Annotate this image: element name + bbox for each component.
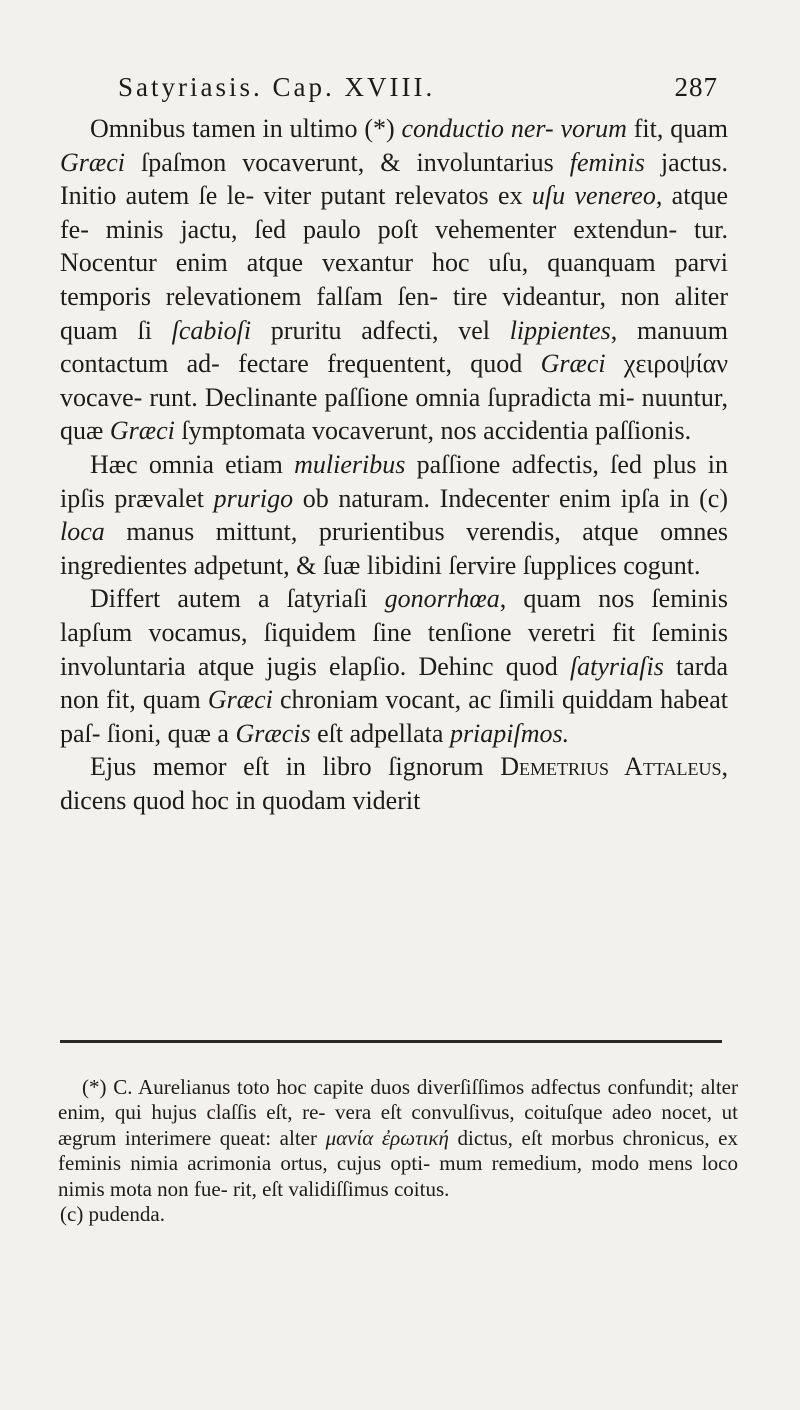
text-run: Græci (60, 147, 125, 177)
text-run: prurigo (213, 483, 294, 513)
text-run: chroniam vocant, ac ſimili quiddam habeat paſ- ſioni, quæ a (60, 685, 728, 748)
text-run: μανία ἐρωτική (325, 1125, 449, 1150)
text-run: feminis (569, 147, 645, 177)
text-run: gonorrhœa (384, 584, 500, 614)
running-title: Satyriasis. Cap. XVIII. (118, 72, 436, 102)
text-run: Ejus memor eſt in libro ſignorum (90, 752, 501, 782)
body-paragraph (60, 448, 728, 582)
text-run: tarda non fit, quam (60, 651, 728, 715)
text-run: ob naturam. Indecenter enim ipſa in (c) (293, 483, 728, 513)
text-run: dictus, eſt morbus chronicus, ex feminis nimia acrimonia ortus, cujus opti- mum remedium, modo mens loco nimis mota non fue- rit, eſt validiſſimus coitus. (58, 1125, 738, 1201)
text-run: pruritu adfecti, vel (251, 315, 510, 345)
footnote (58, 1075, 738, 1202)
text-run: jactus. Initio autem ſe le- viter putant relevatos ex (60, 147, 728, 211)
text-run: lippientes (509, 315, 611, 345)
text-run: , dicens quod hoc in quodam viderit (60, 752, 729, 815)
footnote (60, 1202, 738, 1227)
text-run: , atque fe- minis jactu, ſed paulo poſt vehementer extendun- tur. Nocentur enim atque vexantur hoc uſu, quanquam parvi temporis relevationem falſam ſen- tire videantur, non aliter quam ſi (60, 181, 728, 345)
body-paragraph (60, 750, 728, 817)
text-run: uſu venereo (531, 181, 656, 211)
text-run: Demetrius Attaleus (500, 752, 722, 782)
footnote-rule (60, 1040, 722, 1043)
text-run: Differt autem a ſatyriaſi (90, 584, 385, 614)
text-run: (*) C. Aurelianus toto hoc capite duos diverſiſſimos adfectus confundit; alter enim, qui hujus claſſis eſt, re- vera eſt convulſivus, coituſque adeo nocet, ut ægrum interimere queat: alter (58, 1075, 738, 1150)
main-text (60, 112, 728, 817)
text-run: Græci (109, 416, 175, 446)
body-paragraph (60, 582, 728, 750)
text-run: ſatyriaſis (569, 651, 664, 681)
text-run: paſſione adfectis, ſed plus in ipſis prævalet (60, 449, 728, 513)
text-run: conductio ner- vorum (401, 114, 627, 143)
text-run: eſt adpellata (310, 718, 450, 748)
text-run: ſymptomata vocaverunt, nos accidentia paſſionis. (174, 416, 692, 446)
text-run: Hæc omnia etiam (90, 449, 295, 479)
text-run: mulieribus (294, 449, 406, 479)
text-run: , manuum contactum ad- fectare frequentent, quod (60, 315, 728, 379)
body-paragraph (60, 112, 728, 448)
text-run: Græcis (235, 718, 311, 748)
text-run: Græci (540, 349, 606, 379)
footnotes (58, 1075, 738, 1227)
text-run: priapiſmos. (449, 718, 570, 748)
page-number: 287 (674, 72, 718, 102)
text-run: fit, quam (626, 114, 728, 143)
running-header (118, 72, 718, 106)
text-run: , quam nos ſeminis lapſum vocamus, ſiquidem ſine tenſione veretri fit ſeminis involuntaria atque jugis elapſio. Dehinc quod (60, 584, 728, 681)
text-run: (c) pudenda. (60, 1202, 165, 1227)
text-run: χειροψίαν vocave- runt. Declinante paſſione omnia ſupradicta mi- nuuntur, quæ (60, 349, 729, 446)
text-run: loca (60, 517, 105, 547)
text-run: Omnibus tamen in ultimo (*) (90, 114, 402, 143)
text-run: Græci (207, 685, 273, 715)
text-run: ſpaſmon vocaverunt, & involuntarius (125, 147, 570, 177)
text-run: manus mittunt, prurientibus verendis, atque omnes ingredientes adpetunt, & ſuæ libidini ſervire ſupplices cogunt. (60, 517, 728, 580)
text-run: ſcabioſi (171, 315, 252, 345)
